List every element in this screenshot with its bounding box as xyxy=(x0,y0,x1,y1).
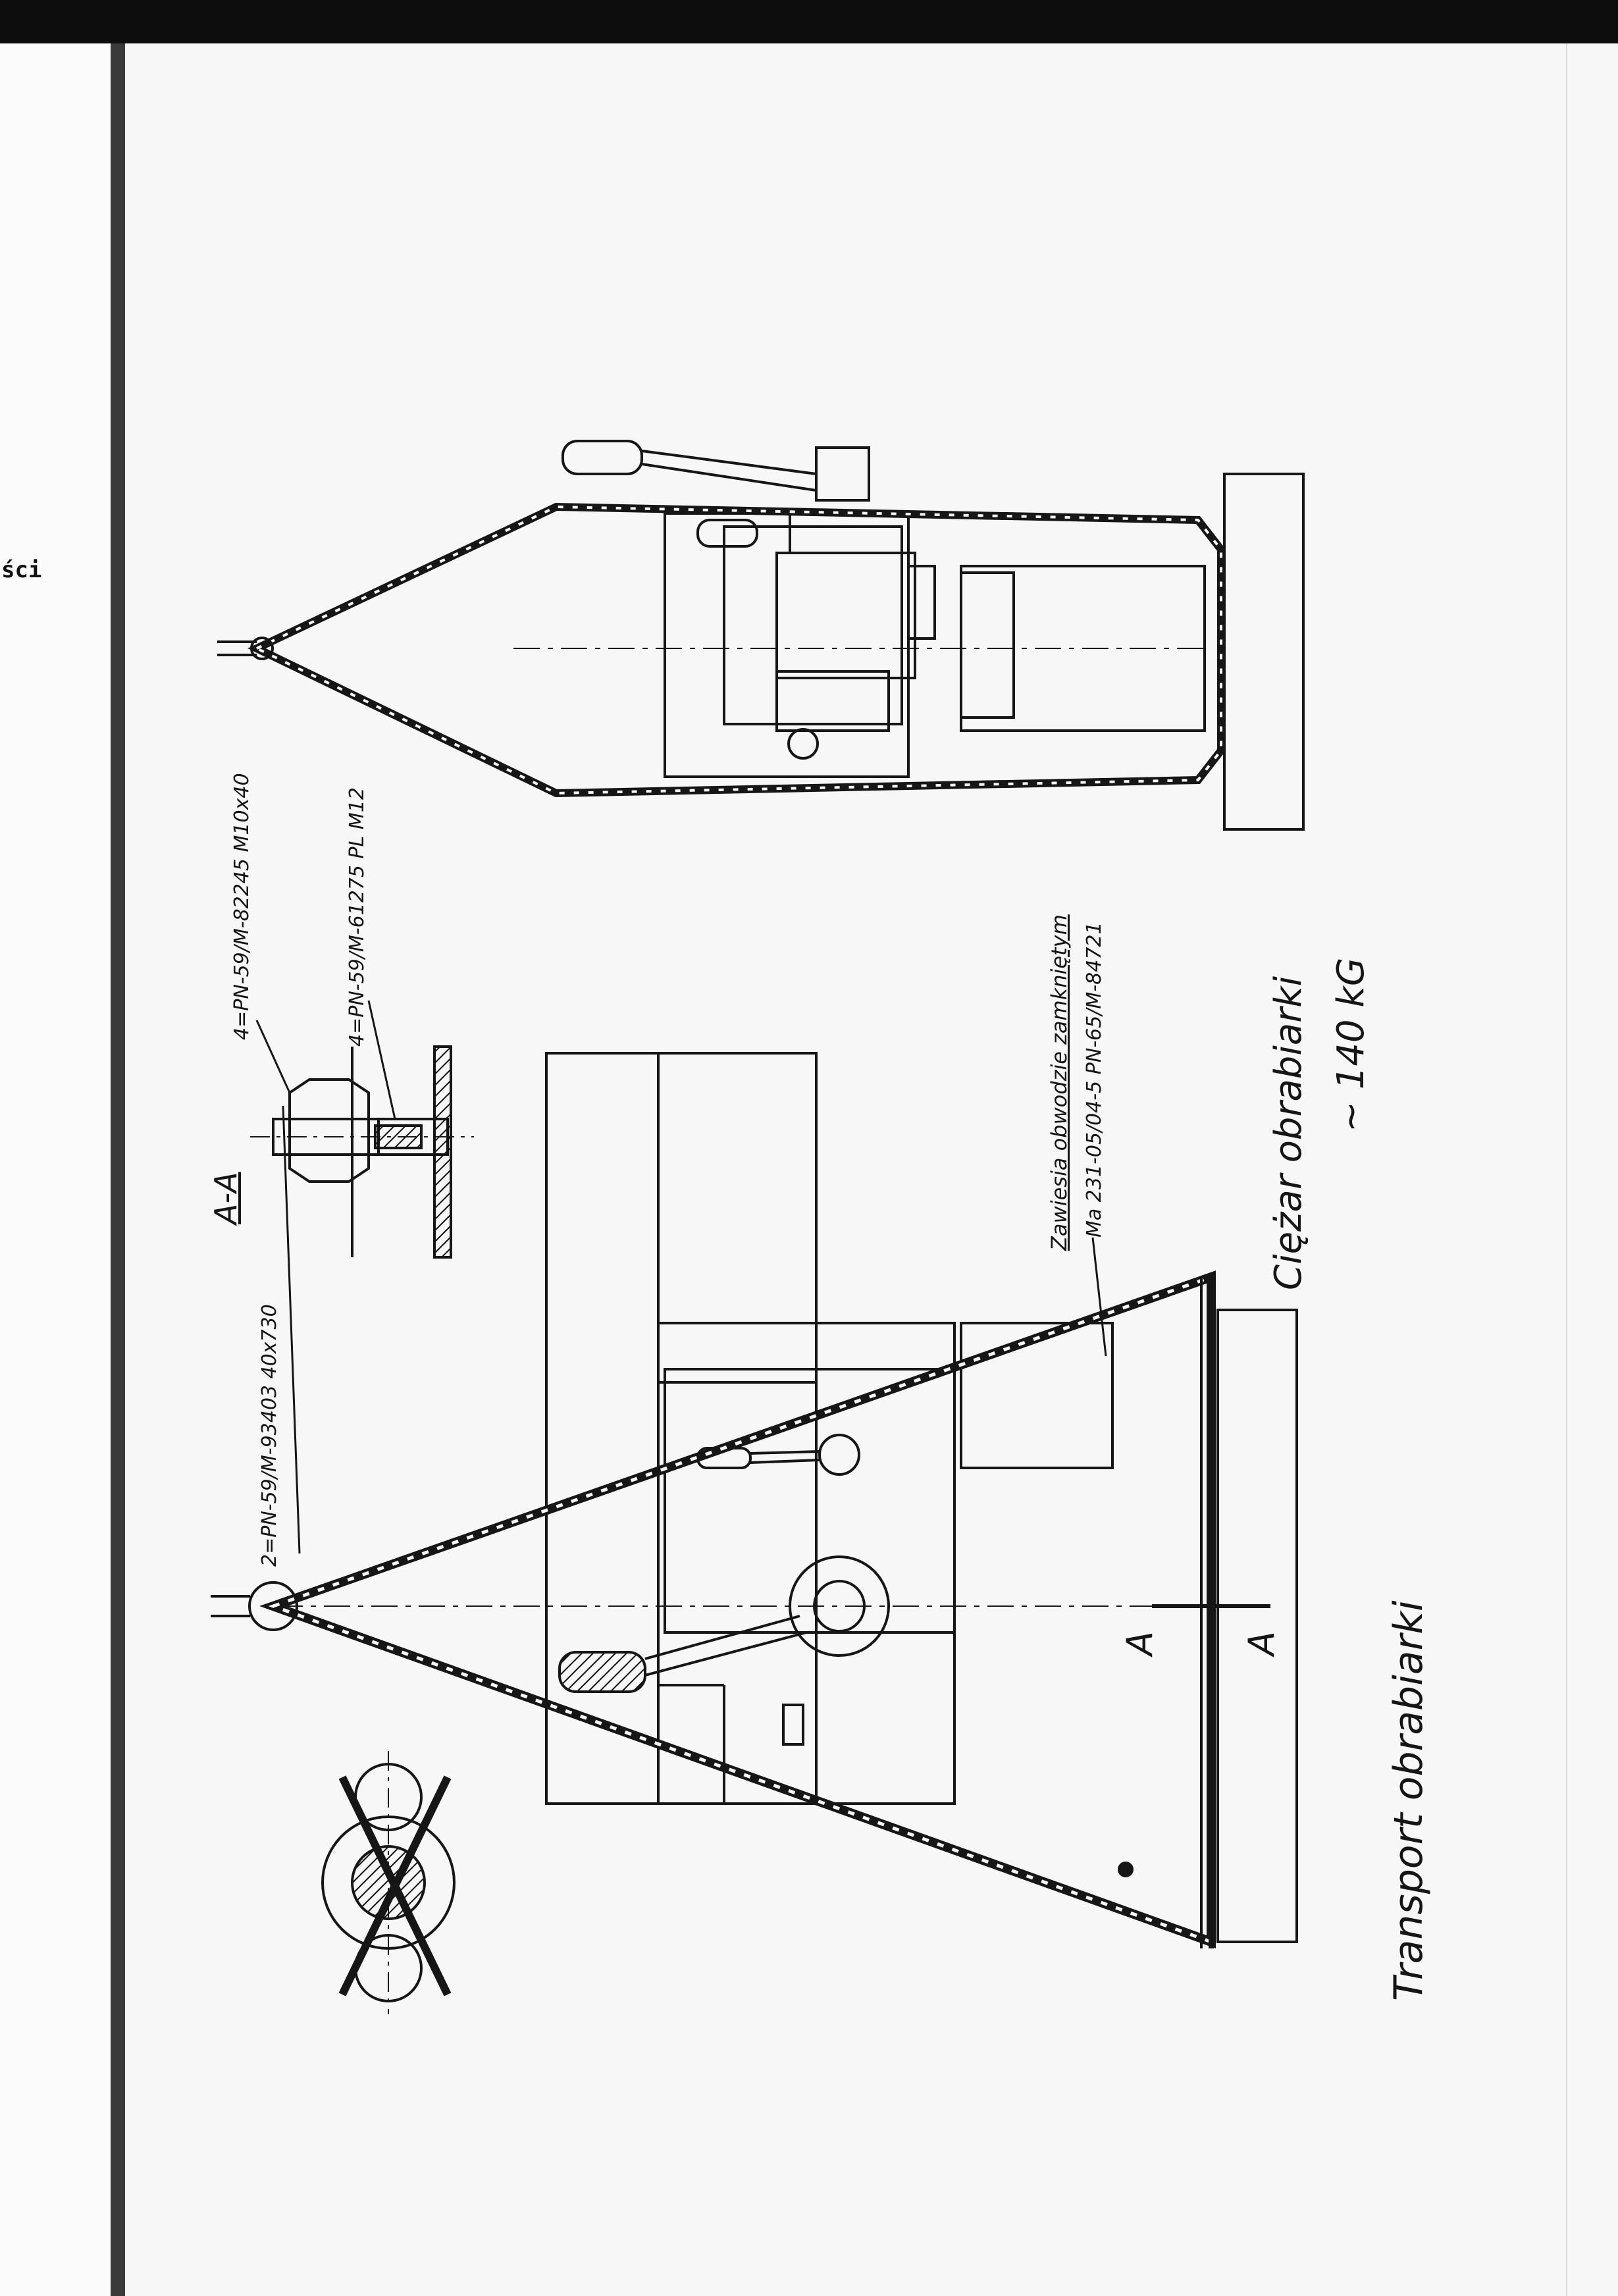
section-mark-top: A xyxy=(1119,1631,1161,1656)
callout-sling-line1: Zawiesia obwodzie zamkniętym xyxy=(1047,914,1072,1251)
callout-eye-bolt: 2=PN-59/M-93403 40x730 xyxy=(258,1304,281,1567)
left-page-fragment xyxy=(0,43,111,2296)
left-page-fragment-text: ści xyxy=(1,557,42,583)
gutter-shadow xyxy=(111,43,125,2296)
scan-top-band xyxy=(0,0,1618,43)
drawing-title: Transport obrabiarki xyxy=(1386,1600,1432,2001)
weight-label: Ciężar obrabiarki xyxy=(1267,976,1310,1290)
section-title: A-A xyxy=(208,1172,244,1224)
section-mark-bottom: A xyxy=(1241,1631,1282,1656)
weight-value: ~ 140 kG xyxy=(1330,957,1372,1132)
callout-washer: 4=PN-59/M-61275 PL M12 xyxy=(346,787,369,1047)
callout-sling-line2: Ma 231-05/04-5 PN-65/M-84721 xyxy=(1083,922,1106,1238)
callout-screw: 4=PN-59/M-82245 M10x40 xyxy=(230,773,253,1040)
